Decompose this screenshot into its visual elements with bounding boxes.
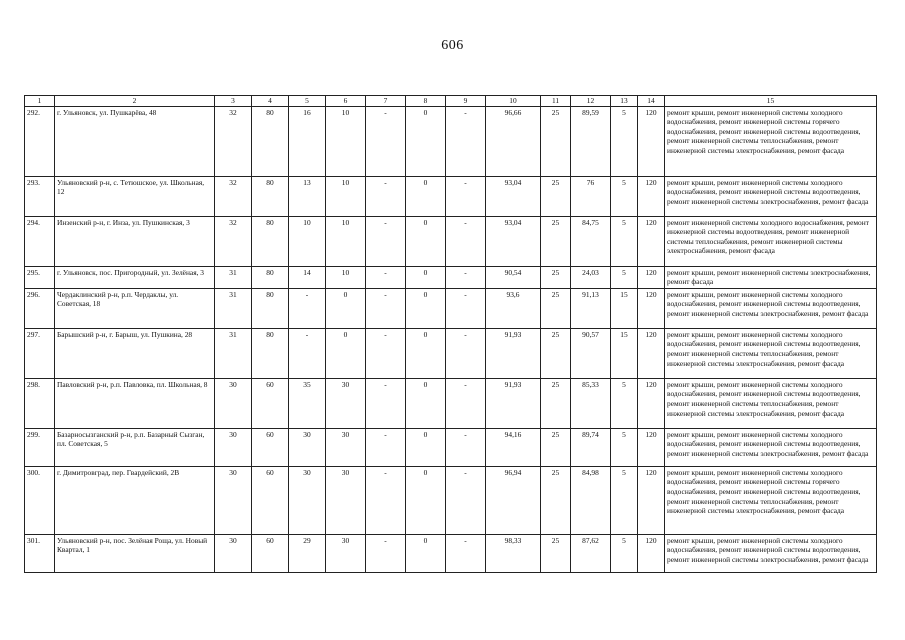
col4-cell: 80 <box>252 216 289 266</box>
col14-cell: 120 <box>638 378 665 428</box>
row-number: 300. <box>25 466 55 534</box>
table-row <box>25 466 877 534</box>
col12-cell: 85,33 <box>571 378 611 428</box>
address-cell: Барышский р-н, г. Барыш, ул. Пушкина, 28 <box>55 328 215 378</box>
col6-cell: 30 <box>326 466 366 534</box>
address-cell: Инзенский р-н, г. Инза, ул. Пушкинская, 3 <box>55 216 215 266</box>
address-cell: Чердаклинский р-н, р.п. Чердаклы, ул. Советская, 18 <box>55 288 215 328</box>
col9-cell: - <box>446 216 486 266</box>
col7-cell: - <box>366 216 406 266</box>
col5-cell: 10 <box>289 216 326 266</box>
works-cell: ремонт крыши, ремонт инженерной системы холодного водоснабжения, ремонт инженерной системы водоотведения, ремонт инженерной системы теплоснабжения, ремонт инженерной системы электроснабжения, ремонт фасада <box>665 328 877 378</box>
col5-cell: 14 <box>289 266 326 288</box>
col5-cell: 35 <box>289 378 326 428</box>
col14-cell: 120 <box>638 466 665 534</box>
col13-cell: 5 <box>611 266 638 288</box>
col9-cell: - <box>446 106 486 176</box>
col12-cell: 91,13 <box>571 288 611 328</box>
table-row <box>25 106 877 176</box>
col4-cell: 60 <box>252 466 289 534</box>
col8-cell: 0 <box>406 106 446 176</box>
column-header-2: 2 <box>55 96 215 107</box>
col11-cell: 25 <box>541 428 571 466</box>
column-header-13: 13 <box>611 96 638 107</box>
col6-cell: 30 <box>326 378 366 428</box>
address-cell: Базарносызганский р-н, р.п. Базарный Сызган, пл. Советская, 5 <box>55 428 215 466</box>
col3-cell: 30 <box>215 378 252 428</box>
col9-cell: - <box>446 288 486 328</box>
row-number: 299. <box>25 428 55 466</box>
page-number: 606 <box>441 38 464 53</box>
works-cell: ремонт инженерной системы холодного водоснабжения, ремонт инженерной системы водоотведения, ремонт инженерной системы теплоснабжения, ремонт инженерной системы электроснабжения, ремонт фасада <box>665 216 877 266</box>
column-header-3: 3 <box>215 96 252 107</box>
col9-cell: - <box>446 176 486 216</box>
col8-cell: 0 <box>406 216 446 266</box>
col3-cell: 31 <box>215 288 252 328</box>
col7-cell: - <box>366 106 406 176</box>
table-row <box>25 288 877 328</box>
row-number: 301. <box>25 534 55 572</box>
col6-cell: 0 <box>326 328 366 378</box>
col3-cell: 30 <box>215 428 252 466</box>
table-row <box>25 176 877 216</box>
row-number: 292. <box>25 106 55 176</box>
col6-cell: 10 <box>326 266 366 288</box>
col7-cell: - <box>366 534 406 572</box>
address-cell: Ульяновский р-н, пос. Зелёная Роща, ул. Новый Квартал, 1 <box>55 534 215 572</box>
col13-cell: 5 <box>611 106 638 176</box>
col5-cell: - <box>289 288 326 328</box>
col11-cell: 25 <box>541 378 571 428</box>
column-header-1: 1 <box>25 96 55 107</box>
table-row <box>25 534 877 572</box>
row-number: 293. <box>25 176 55 216</box>
table-row <box>25 378 877 428</box>
row-number: 296. <box>25 288 55 328</box>
row-number: 298. <box>25 378 55 428</box>
col12-cell: 89,74 <box>571 428 611 466</box>
col11-cell: 25 <box>541 288 571 328</box>
col12-cell: 84,98 <box>571 466 611 534</box>
works-cell: ремонт крыши, ремонт инженерной системы холодного водоснабжения, ремонт инженерной системы горячего водоснабжения, ремонт инженерной системы водоотведения, ремонт инженерной системы теплоснабжения, ремонт инженерной системы электроснабжения, ремонт фасада <box>665 466 877 534</box>
col4-cell: 60 <box>252 378 289 428</box>
column-header-7: 7 <box>366 96 406 107</box>
col3-cell: 32 <box>215 176 252 216</box>
col5-cell: - <box>289 328 326 378</box>
col10-cell: 93,6 <box>486 288 541 328</box>
col3-cell: 30 <box>215 466 252 534</box>
column-header-15: 15 <box>665 96 877 107</box>
address-cell: Ульяновский р-н, с. Тетюшское, ул. Школьная, 12 <box>55 176 215 216</box>
col14-cell: 120 <box>638 328 665 378</box>
col5-cell: 30 <box>289 428 326 466</box>
column-header-8: 8 <box>406 96 446 107</box>
col12-cell: 76 <box>571 176 611 216</box>
col8-cell: 0 <box>406 466 446 534</box>
col10-cell: 98,33 <box>486 534 541 572</box>
col10-cell: 91,93 <box>486 378 541 428</box>
works-cell: ремонт крыши, ремонт инженерной системы электроснабжения, ремонт фасада <box>665 266 877 288</box>
works-cell: ремонт крыши, ремонт инженерной системы холодного водоснабжения, ремонт инженерной системы водоотведения, ремонт инженерной системы электроснабжения, ремонт фасада <box>665 176 877 216</box>
col12-cell: 24,03 <box>571 266 611 288</box>
works-cell: ремонт крыши, ремонт инженерной системы холодного водоснабжения, ремонт инженерной системы горячего водоснабжения, ремонт инженерной системы водоотведения, ремонт инженерной системы теплоснабжения, ремонт инженерной системы электроснабжения, ремонт фасада <box>665 106 877 176</box>
works-cell: ремонт крыши, ремонт инженерной системы холодного водоснабжения, ремонт инженерной системы водоотведения, ремонт инженерной системы электроснабжения, ремонт фасада <box>665 428 877 466</box>
col4-cell: 80 <box>252 288 289 328</box>
col14-cell: 120 <box>638 288 665 328</box>
col13-cell: 5 <box>611 466 638 534</box>
col9-cell: - <box>446 428 486 466</box>
col7-cell: - <box>366 176 406 216</box>
row-number: 294. <box>25 216 55 266</box>
col7-cell: - <box>366 428 406 466</box>
col4-cell: 80 <box>252 328 289 378</box>
col12-cell: 87,62 <box>571 534 611 572</box>
col6-cell: 10 <box>326 176 366 216</box>
col7-cell: - <box>366 466 406 534</box>
col9-cell: - <box>446 466 486 534</box>
col3-cell: 31 <box>215 266 252 288</box>
col11-cell: 25 <box>541 216 571 266</box>
col4-cell: 60 <box>252 534 289 572</box>
col6-cell: 30 <box>326 534 366 572</box>
address-cell: г. Ульяновск, пос. Пригородный, ул. Зелёная, 3 <box>55 266 215 288</box>
column-header-9: 9 <box>446 96 486 107</box>
table-row <box>25 328 877 378</box>
col10-cell: 94,16 <box>486 428 541 466</box>
col6-cell: 30 <box>326 428 366 466</box>
col7-cell: - <box>366 378 406 428</box>
col13-cell: 5 <box>611 216 638 266</box>
col3-cell: 30 <box>215 534 252 572</box>
col9-cell: - <box>446 378 486 428</box>
col6-cell: 0 <box>326 288 366 328</box>
col8-cell: 0 <box>406 328 446 378</box>
table-row <box>25 216 877 266</box>
col14-cell: 120 <box>638 106 665 176</box>
col8-cell: 0 <box>406 288 446 328</box>
column-header-10: 10 <box>486 96 541 107</box>
col7-cell: - <box>366 266 406 288</box>
col4-cell: 60 <box>252 428 289 466</box>
housing-repair-table <box>24 95 877 573</box>
col4-cell: 80 <box>252 266 289 288</box>
col3-cell: 32 <box>215 216 252 266</box>
address-cell: г. Ульяновск, ул. Пушкарёва, 48 <box>55 106 215 176</box>
col11-cell: 25 <box>541 266 571 288</box>
col14-cell: 120 <box>638 428 665 466</box>
table-body <box>25 106 877 572</box>
column-header-14: 14 <box>638 96 665 107</box>
address-cell: Павловский р-н, р.п. Павловка, пл. Школьная, 8 <box>55 378 215 428</box>
col10-cell: 96,94 <box>486 466 541 534</box>
col11-cell: 25 <box>541 328 571 378</box>
col11-cell: 25 <box>541 534 571 572</box>
col10-cell: 91,93 <box>486 328 541 378</box>
col10-cell: 90,54 <box>486 266 541 288</box>
col3-cell: 31 <box>215 328 252 378</box>
col6-cell: 10 <box>326 106 366 176</box>
column-header-5: 5 <box>289 96 326 107</box>
col13-cell: 5 <box>611 176 638 216</box>
col12-cell: 84,75 <box>571 216 611 266</box>
col7-cell: - <box>366 288 406 328</box>
col5-cell: 16 <box>289 106 326 176</box>
row-number: 297. <box>25 328 55 378</box>
col8-cell: 0 <box>406 534 446 572</box>
col12-cell: 89,59 <box>571 106 611 176</box>
col14-cell: 120 <box>638 534 665 572</box>
col5-cell: 13 <box>289 176 326 216</box>
col14-cell: 120 <box>638 266 665 288</box>
col13-cell: 5 <box>611 428 638 466</box>
works-cell: ремонт крыши, ремонт инженерной системы холодного водоснабжения, ремонт инженерной системы водоотведения, ремонт инженерной системы теплоснабжения, ремонт инженерной системы электроснабжения, ремонт фасада <box>665 378 877 428</box>
col8-cell: 0 <box>406 266 446 288</box>
col14-cell: 120 <box>638 176 665 216</box>
col9-cell: - <box>446 266 486 288</box>
col4-cell: 80 <box>252 106 289 176</box>
row-number: 295. <box>25 266 55 288</box>
col5-cell: 29 <box>289 534 326 572</box>
col12-cell: 90,57 <box>571 328 611 378</box>
col13-cell: 15 <box>611 288 638 328</box>
col4-cell: 80 <box>252 176 289 216</box>
col6-cell: 10 <box>326 216 366 266</box>
col10-cell: 93,04 <box>486 176 541 216</box>
col8-cell: 0 <box>406 378 446 428</box>
works-cell: ремонт крыши, ремонт инженерной системы холодного водоснабжения, ремонт инженерной системы водоотведения, ремонт инженерной системы электроснабжения, ремонт фасада <box>665 534 877 572</box>
col10-cell: 96,66 <box>486 106 541 176</box>
address-cell: г. Димитровград, пер. Гвардейский, 2В <box>55 466 215 534</box>
works-cell: ремонт крыши, ремонт инженерной системы холодного водоснабжения, ремонт инженерной системы водоотведения, ремонт инженерной системы электроснабжения, ремонт фасада <box>665 288 877 328</box>
col8-cell: 0 <box>406 176 446 216</box>
col13-cell: 15 <box>611 328 638 378</box>
column-header-11: 11 <box>541 96 571 107</box>
col3-cell: 32 <box>215 106 252 176</box>
column-header-12: 12 <box>571 96 611 107</box>
col11-cell: 25 <box>541 466 571 534</box>
table-row <box>25 266 877 288</box>
col7-cell: - <box>366 328 406 378</box>
col5-cell: 30 <box>289 466 326 534</box>
col13-cell: 5 <box>611 378 638 428</box>
col9-cell: - <box>446 534 486 572</box>
column-number-row <box>25 96 877 107</box>
col11-cell: 25 <box>541 176 571 216</box>
col9-cell: - <box>446 328 486 378</box>
col8-cell: 0 <box>406 428 446 466</box>
table-row <box>25 428 877 466</box>
col14-cell: 120 <box>638 216 665 266</box>
col10-cell: 93,04 <box>486 216 541 266</box>
col11-cell: 25 <box>541 106 571 176</box>
column-header-4: 4 <box>252 96 289 107</box>
col13-cell: 5 <box>611 534 638 572</box>
column-header-6: 6 <box>326 96 366 107</box>
